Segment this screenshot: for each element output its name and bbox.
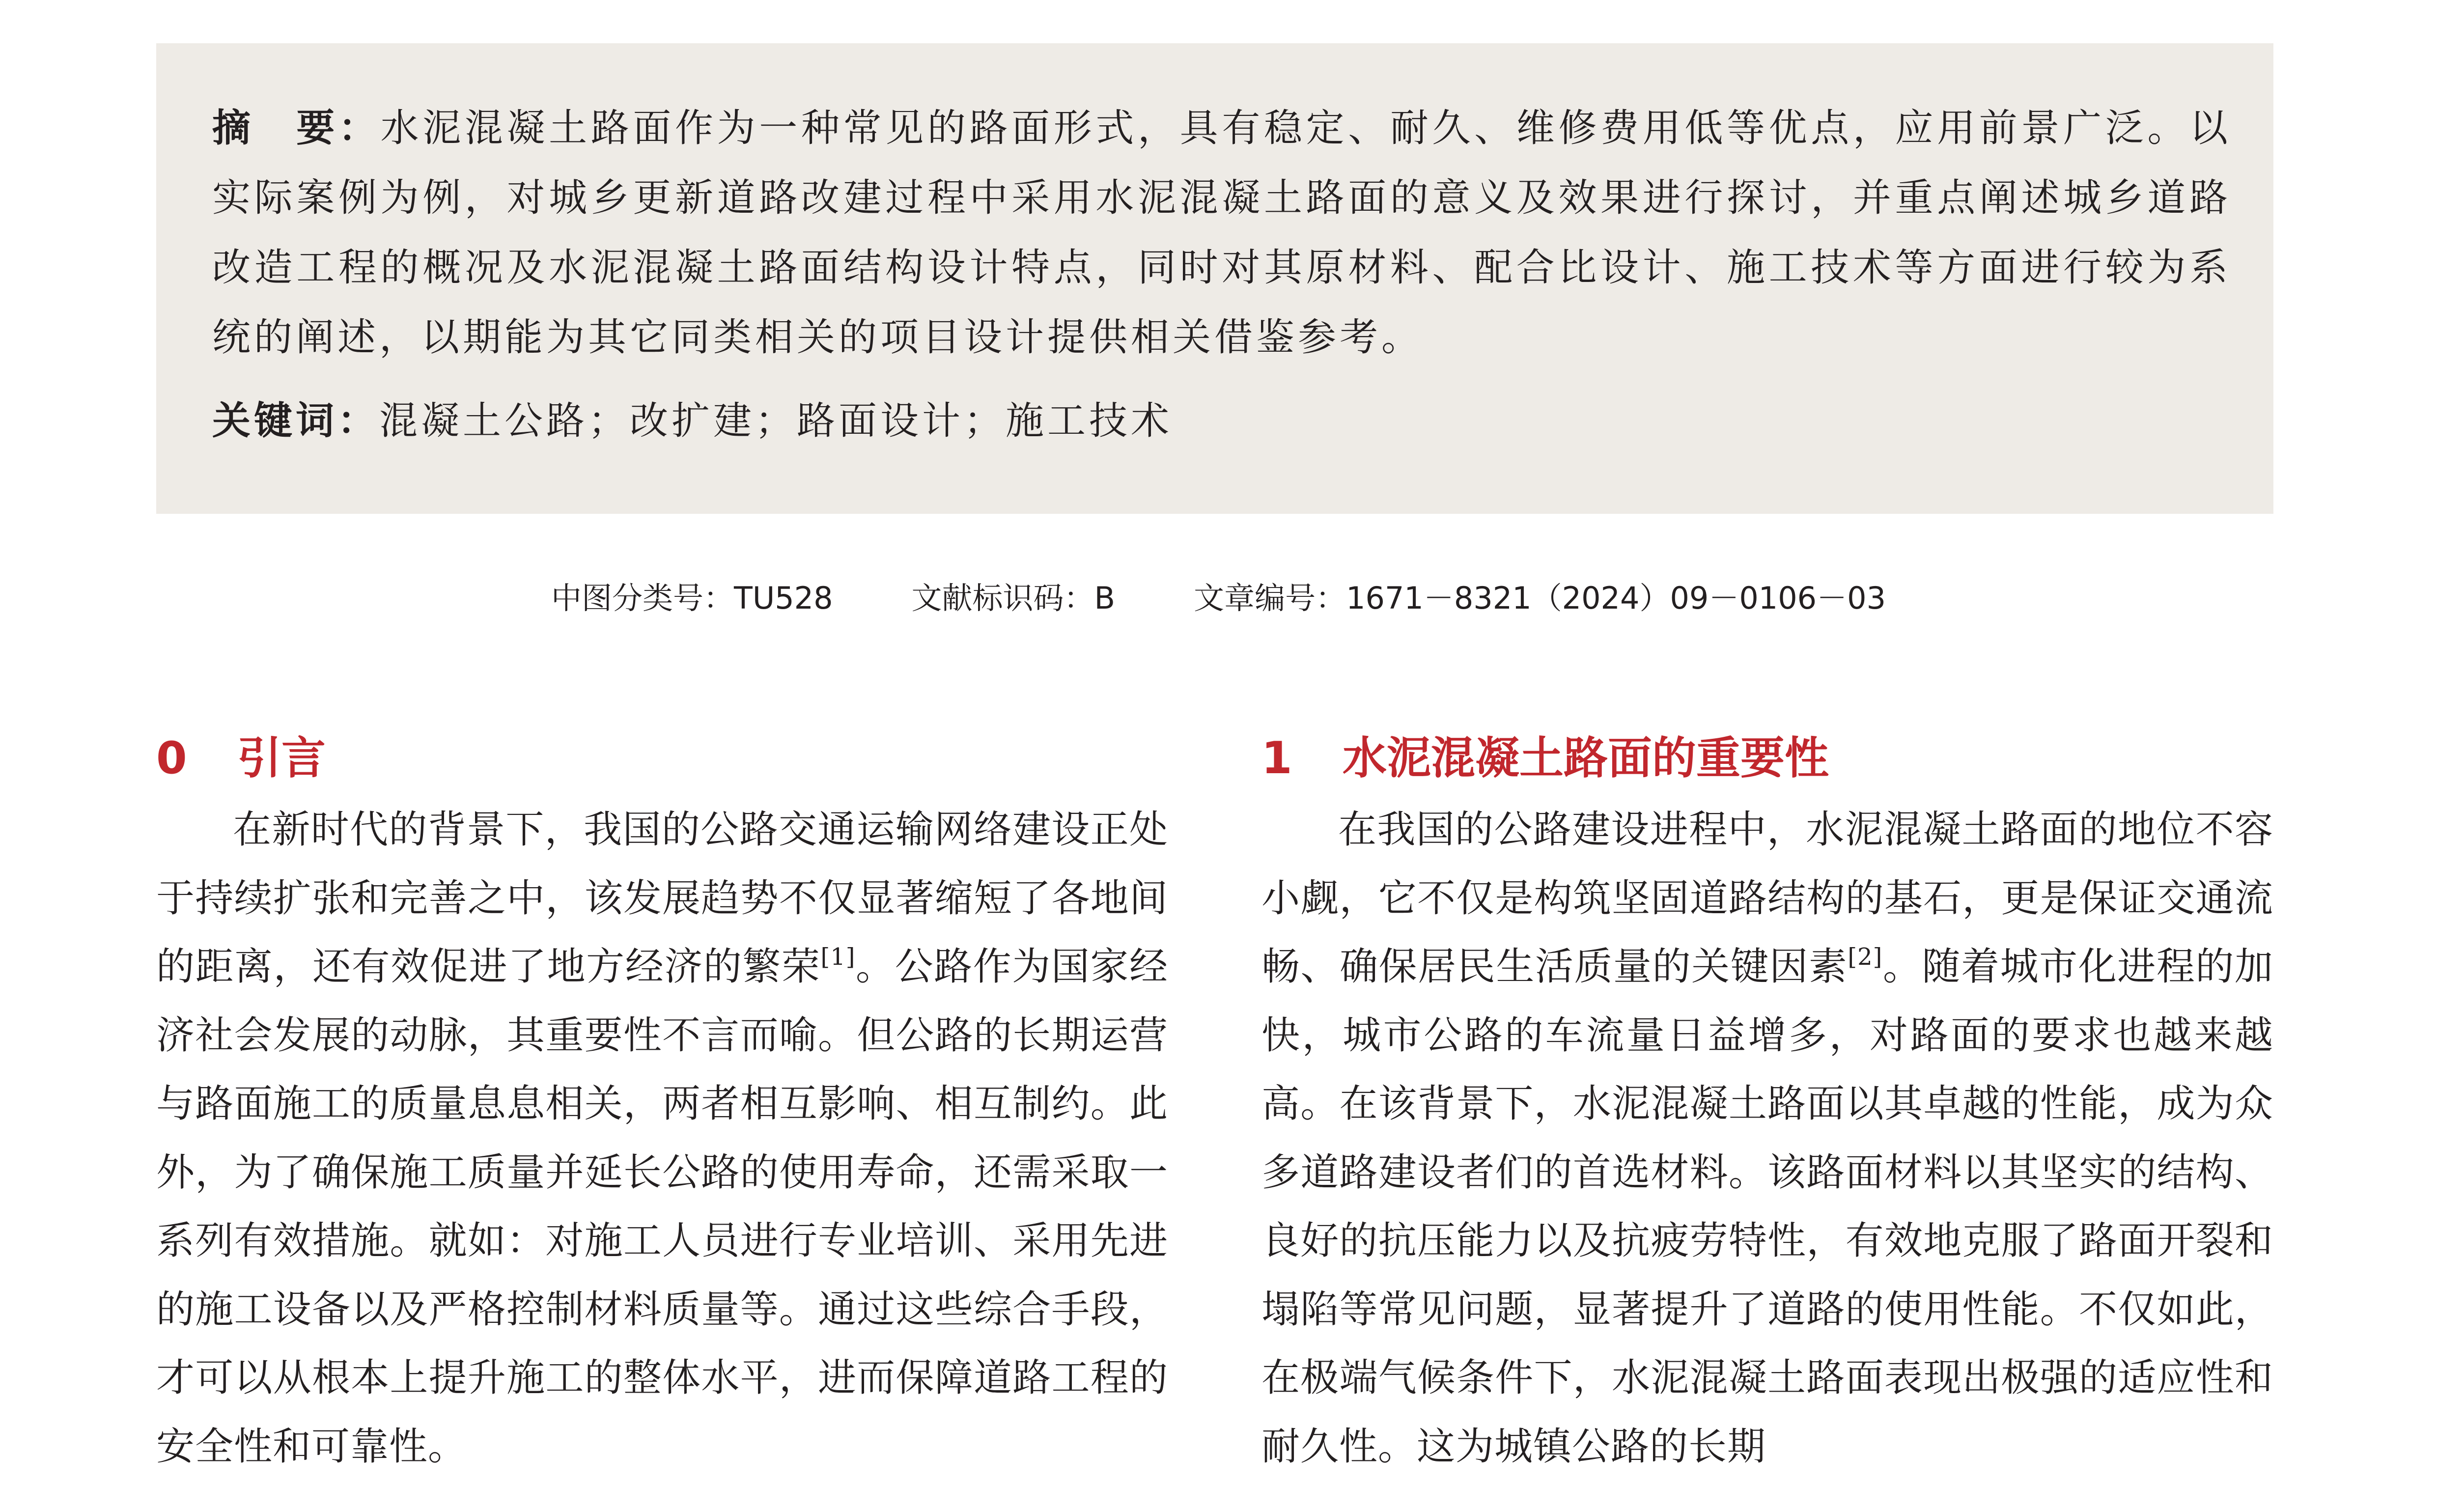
section-1-title: 水泥混凝土路面的重要性 — [1343, 732, 1829, 784]
clc-number: 中图分类号：TU528 — [551, 580, 833, 616]
section-0-text-b: 。公路作为国家经济社会发展的动脉，其重要性不言而喻。但公路的长期运营与路面施工的质量息息相关，两者相互影响、相互制约。此外，为了确保施工质量并延长公路的使用寿命，还需采取一系列有效措施。就如：对施工人员进行专业培训、采用先进的施工设备以及严格控制材料质量等。通过这些综合手段，才可以从根本上提升施工的整体水平，进而保障道路工程的安全性和可靠性。 — [156, 945, 1168, 1469]
right-column — [1261, 727, 2273, 1481]
left-column — [156, 727, 1168, 1481]
section-0-number: 0 — [156, 732, 187, 784]
section-0-title: 引言 — [237, 732, 326, 784]
abstract-label: 摘 要： — [212, 106, 381, 150]
citation-2: [2] — [1848, 943, 1883, 971]
section-1-number: 1 — [1261, 732, 1292, 784]
section-1-text-b: 。随着城市化进程的加快，城市公路的车流量日益增多，对路面的要求也越来越高。在该背景下，水泥混凝土路面以其卓越的性能，成为众多道路建设者们的首选材料。该路面材料以其坚实的结构、良好的抗压能力以及抗疲劳特性，有效地克服了路面开裂和塌陷等常见问题，显著提升了道路的使用性能。不仅如此，在极端气候条件下，水泥混凝土路面表现出极强的适应性和耐久性。这为城镇公路的长期 — [1261, 945, 2273, 1469]
keywords — [212, 386, 2231, 456]
section-1-text-a: 在我国的公路建设进程中，水泥混凝土路面的地位不容小觑，它不仅是构筑坚固道路结构的基石，更是保证交通流畅、确保居民生活质量的关键因素 — [1261, 808, 2273, 989]
section-0-text-a: 在新时代的背景下，我国的公路交通运输网络建设正处于持续扩张和完善之中，该发展趋势不仅显著缩短了各地间的距离，还有效促进了地方经济的繁荣 — [156, 808, 1168, 989]
article-number: 文章编号：1671－8321（2024）09－0106－03 — [1194, 580, 1886, 616]
article-metadata — [0, 574, 2437, 623]
keywords-label: 关键词： — [212, 399, 380, 443]
citation-1: [1] — [820, 943, 856, 971]
keywords-text: 混凝土公路；改扩建；路面设计；施工技术 — [379, 399, 1173, 443]
document-code: 文献标识码：B — [911, 580, 1116, 616]
section-0-heading — [156, 727, 1168, 796]
abstract-text: 水泥混凝土路面作为一种常见的路面形式，具有稳定、耐久、维修费用低等优点，应用前景广泛。以实际案例为例，对城乡更新道路改建过程中采用水泥混凝土路面的意义及效果进行探讨，并重点阐述城乡道路改造工程的概况及水泥混凝土路面结构设计特点，同时对其原材料、配合比设计、施工技术等方面进行较为系统的阐述，以期能为其它同类相关的项目设计提供相关借鉴参考。 — [212, 106, 2231, 360]
abstract — [212, 93, 2231, 372]
section-1-paragraph — [1261, 796, 2273, 1481]
section-0-paragraph — [156, 796, 1168, 1481]
section-1-heading — [1261, 727, 2273, 796]
